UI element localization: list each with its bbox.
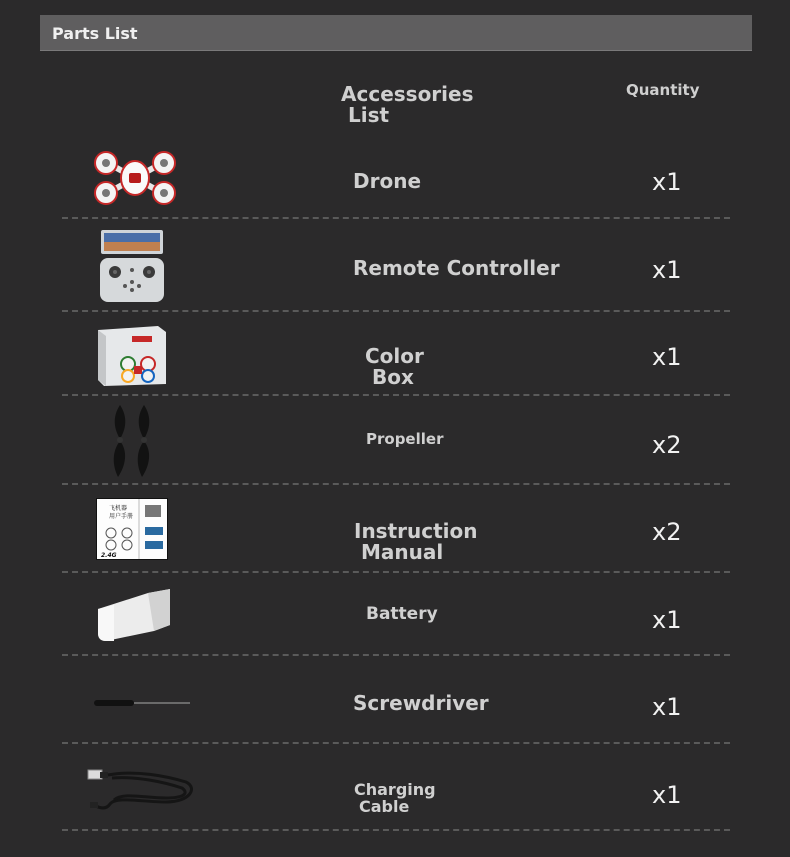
manual-icon (96, 498, 168, 560)
row-divider (62, 571, 730, 573)
manual-title-text: 飞机器 用户手册 (109, 505, 134, 520)
row-divider (62, 742, 730, 744)
item-qty-instruction-manual: x2 (652, 518, 682, 546)
item-name-color-box-line1: Color (365, 344, 424, 368)
row-divider (62, 654, 730, 656)
row-divider (62, 217, 730, 219)
color-box-icon (98, 326, 168, 390)
item-qty-drone: x1 (652, 168, 682, 196)
quantity-column-header: Quantity (626, 81, 700, 99)
item-qty-screwdriver: x1 (652, 693, 682, 721)
accessories-header-line1: Accessories (341, 82, 474, 106)
row-divider (62, 394, 730, 396)
item-name-charging-cable-line2: Cable (359, 796, 410, 816)
charging-cable-icon (86, 766, 196, 818)
row-divider (62, 483, 730, 485)
item-name-color-box (365, 346, 424, 388)
item-name-color-box-line2: Box (372, 365, 414, 389)
item-name-propeller: Propeller (366, 430, 444, 448)
item-name-drone: Drone (353, 169, 422, 193)
item-name-remote-controller: Remote Controller (353, 256, 560, 280)
item-name-battery: Battery (366, 604, 438, 624)
row-divider (62, 310, 730, 312)
item-qty-color-box: x1 (652, 343, 682, 371)
accessories-column-header (341, 84, 511, 126)
item-name-charging-cable-line1: Charging (354, 780, 436, 799)
manual-badge-text: 2.4G (101, 552, 117, 559)
item-qty-battery: x1 (652, 606, 682, 634)
item-qty-propeller: x2 (652, 431, 682, 459)
item-name-instruction-manual (354, 521, 478, 563)
row-divider (62, 829, 730, 831)
item-name-screwdriver: Screwdriver (353, 691, 489, 715)
remote-controller-icon (98, 230, 166, 308)
propeller-icon (106, 403, 158, 483)
item-name-instruction-manual-line1: Instruction (354, 519, 478, 543)
item-name-charging-cable (354, 782, 436, 816)
battery-icon (94, 585, 172, 649)
screwdriver-icon (94, 694, 192, 713)
parts-list-header (40, 15, 752, 51)
drone-icon (92, 143, 178, 215)
item-qty-charging-cable: x1 (652, 781, 682, 809)
accessories-header-line2: List (348, 103, 390, 127)
item-qty-remote-controller: x1 (652, 256, 682, 284)
header-title: Parts List (52, 24, 138, 43)
item-name-instruction-manual-line2: Manual (361, 540, 444, 564)
